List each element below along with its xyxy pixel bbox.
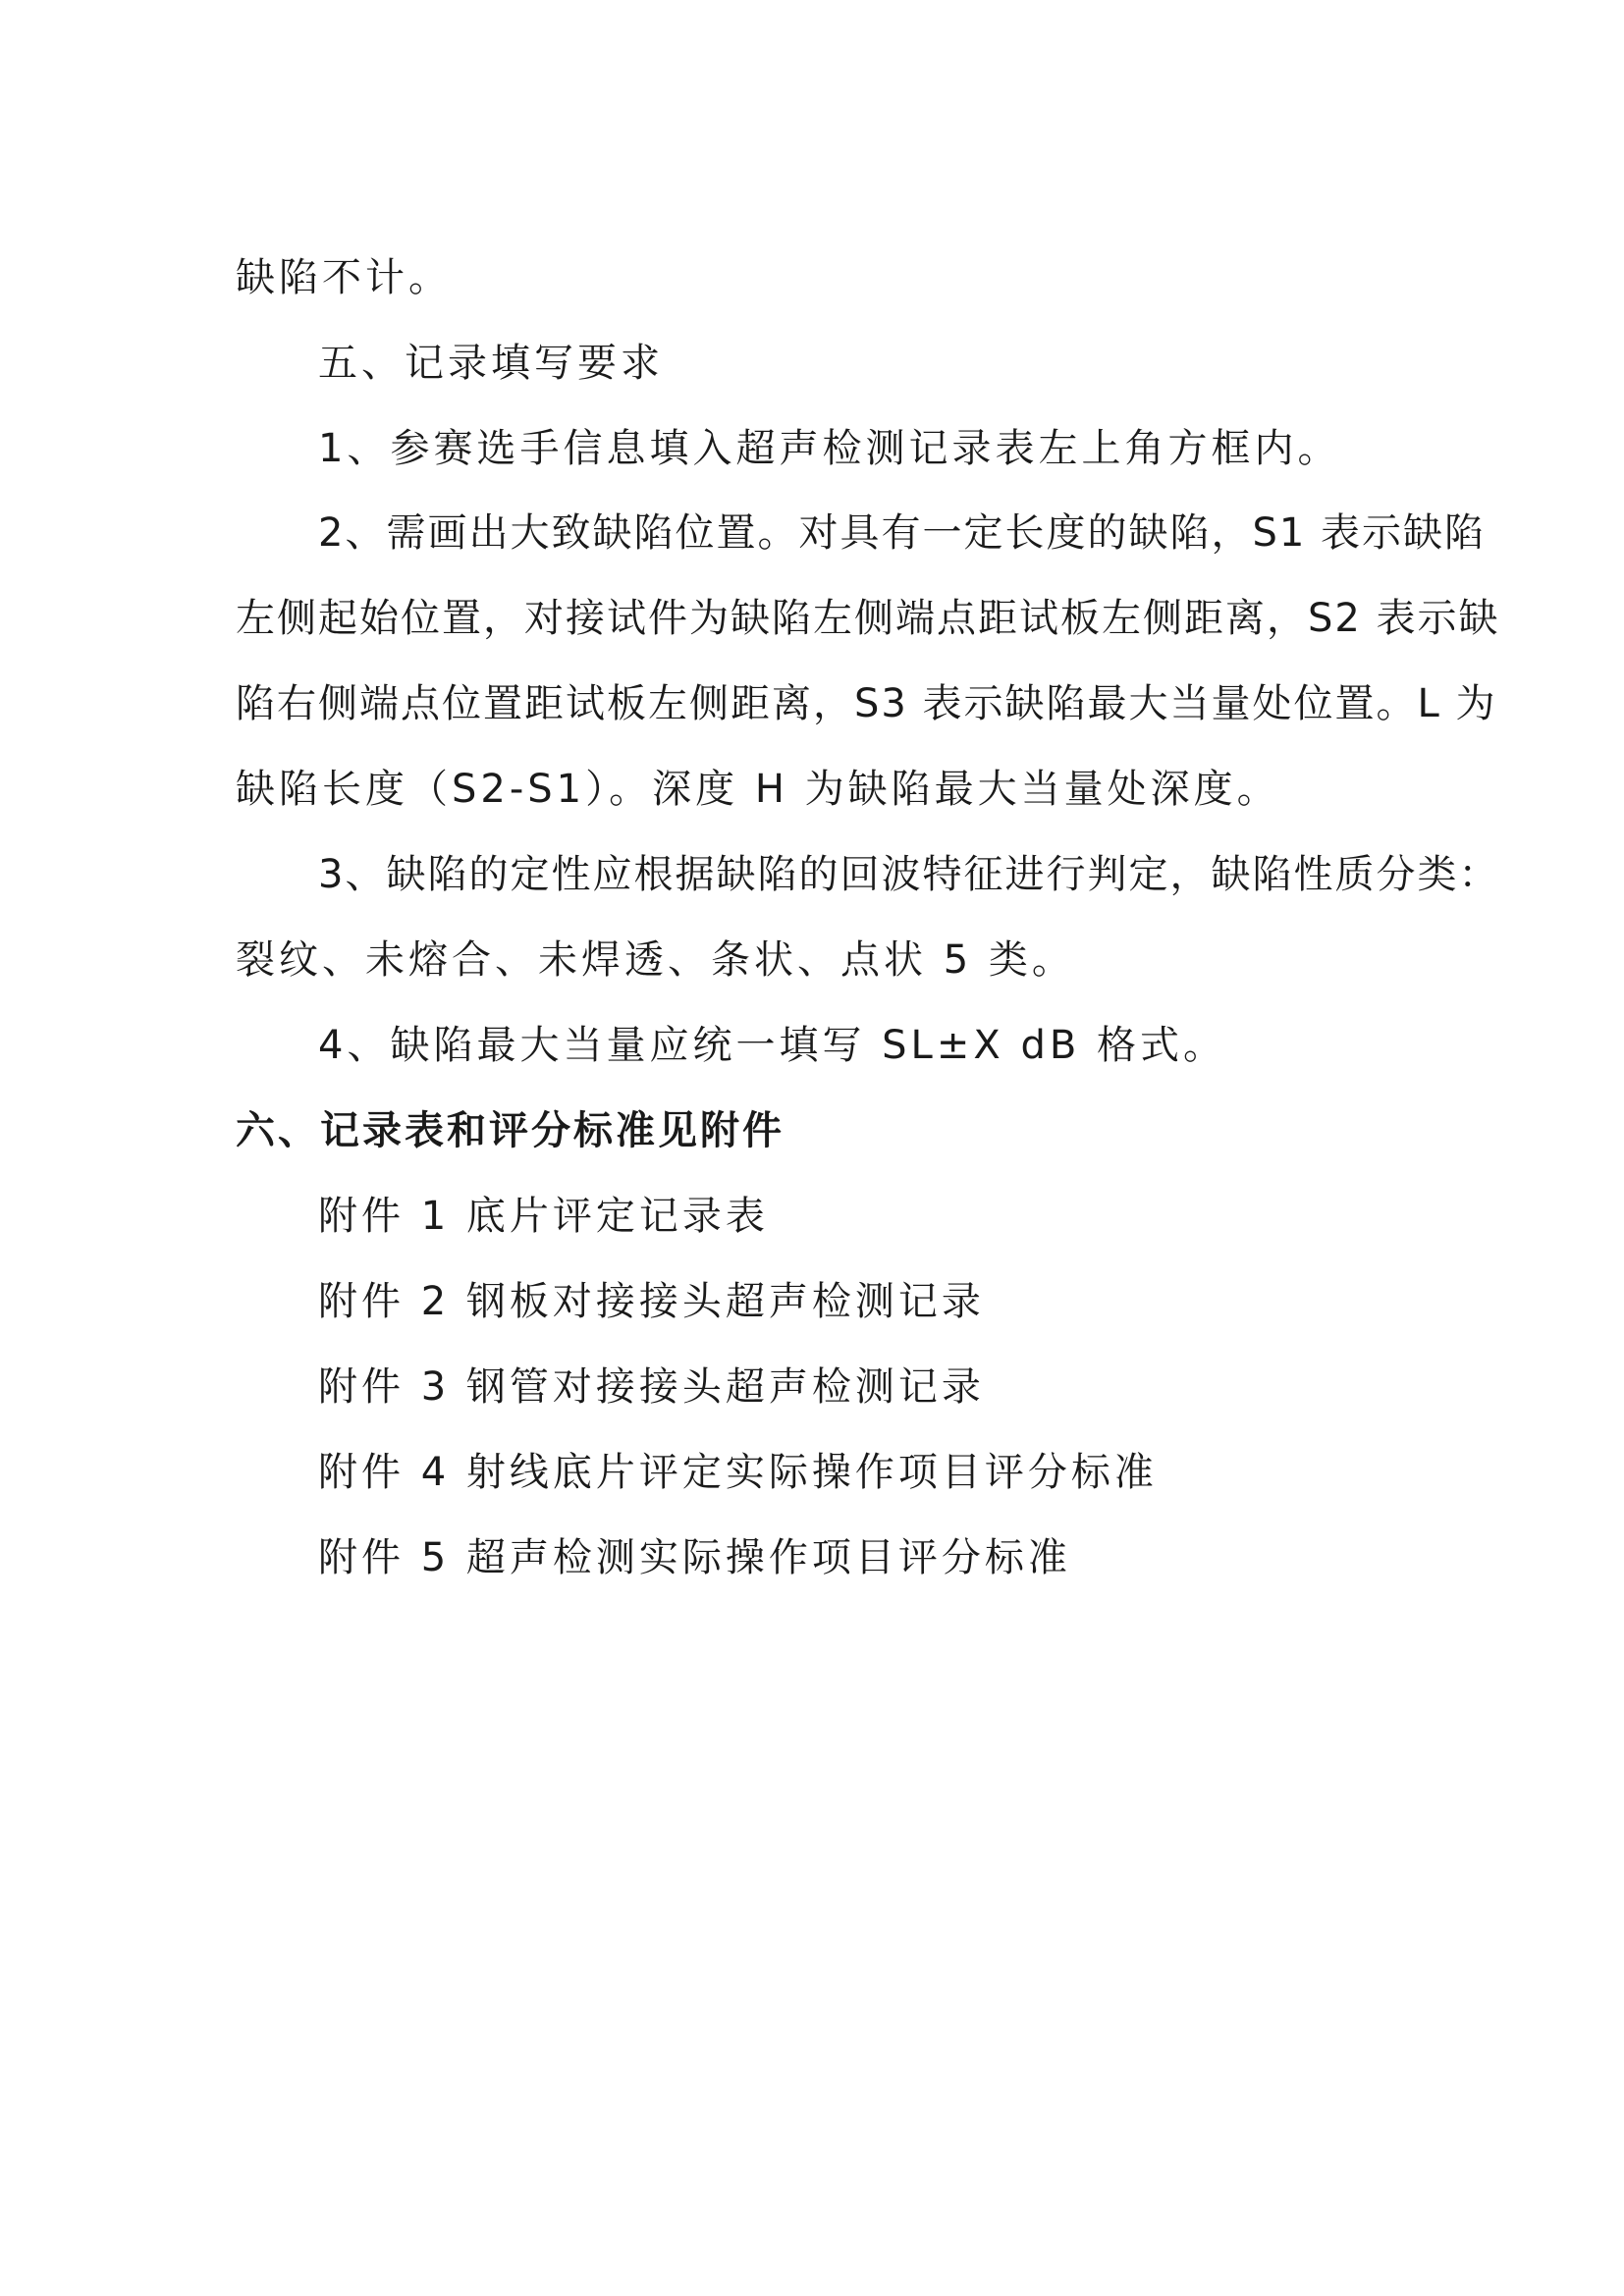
attachment-4: 附件 4 射线底片评定实际操作项目评分标准 [318,1450,1158,1495]
section-6-heading: 六、记录表和评分标准见附件 [236,1108,785,1153]
section-5-item-2-line-4: 缺陷长度（S2-S1）。深度 H 为缺陷最大当量处深度。 [236,767,1280,812]
continuation-text: 缺陷不计。 [236,255,452,300]
section-5-heading: 五、记录填写要求 [318,341,664,386]
attachment-3: 附件 3 钢管对接接头超声检测记录 [318,1364,985,1410]
section-5-item-3-line-1: 3、缺陷的定性应根据缺陷的回波特征进行判定，缺陷性质分类： [318,852,1500,897]
section-5-item-2-line-3: 陷右侧端点位置距试板左侧距离，S3 表示缺陷最大当量处位置。L 为 [236,681,1497,726]
attachment-5: 附件 5 超声检测实际操作项目评分标准 [318,1535,1071,1580]
section-5-item-4: 4、缺陷最大当量应统一填写 SL±X dB 格式。 [318,1023,1227,1068]
section-5-item-3-line-2: 裂纹、未熔合、未焊透、条状、点状 5 类。 [236,937,1075,983]
section-5-item-2-line-1: 2、需画出大致缺陷位置。对具有一定长度的缺陷，S1 表示缺陷 [318,510,1487,556]
section-5-item-1: 1、参赛选手信息填入超声检测记录表左上角方框内。 [318,426,1341,471]
attachment-1: 附件 1 底片评定记录表 [318,1194,769,1239]
attachment-2: 附件 2 钢板对接接头超声检测记录 [318,1279,985,1324]
section-5-item-2-line-2: 左侧起始位置，对接试件为缺陷左侧端点距试板左侧距离，S2 表示缺 [236,596,1500,641]
